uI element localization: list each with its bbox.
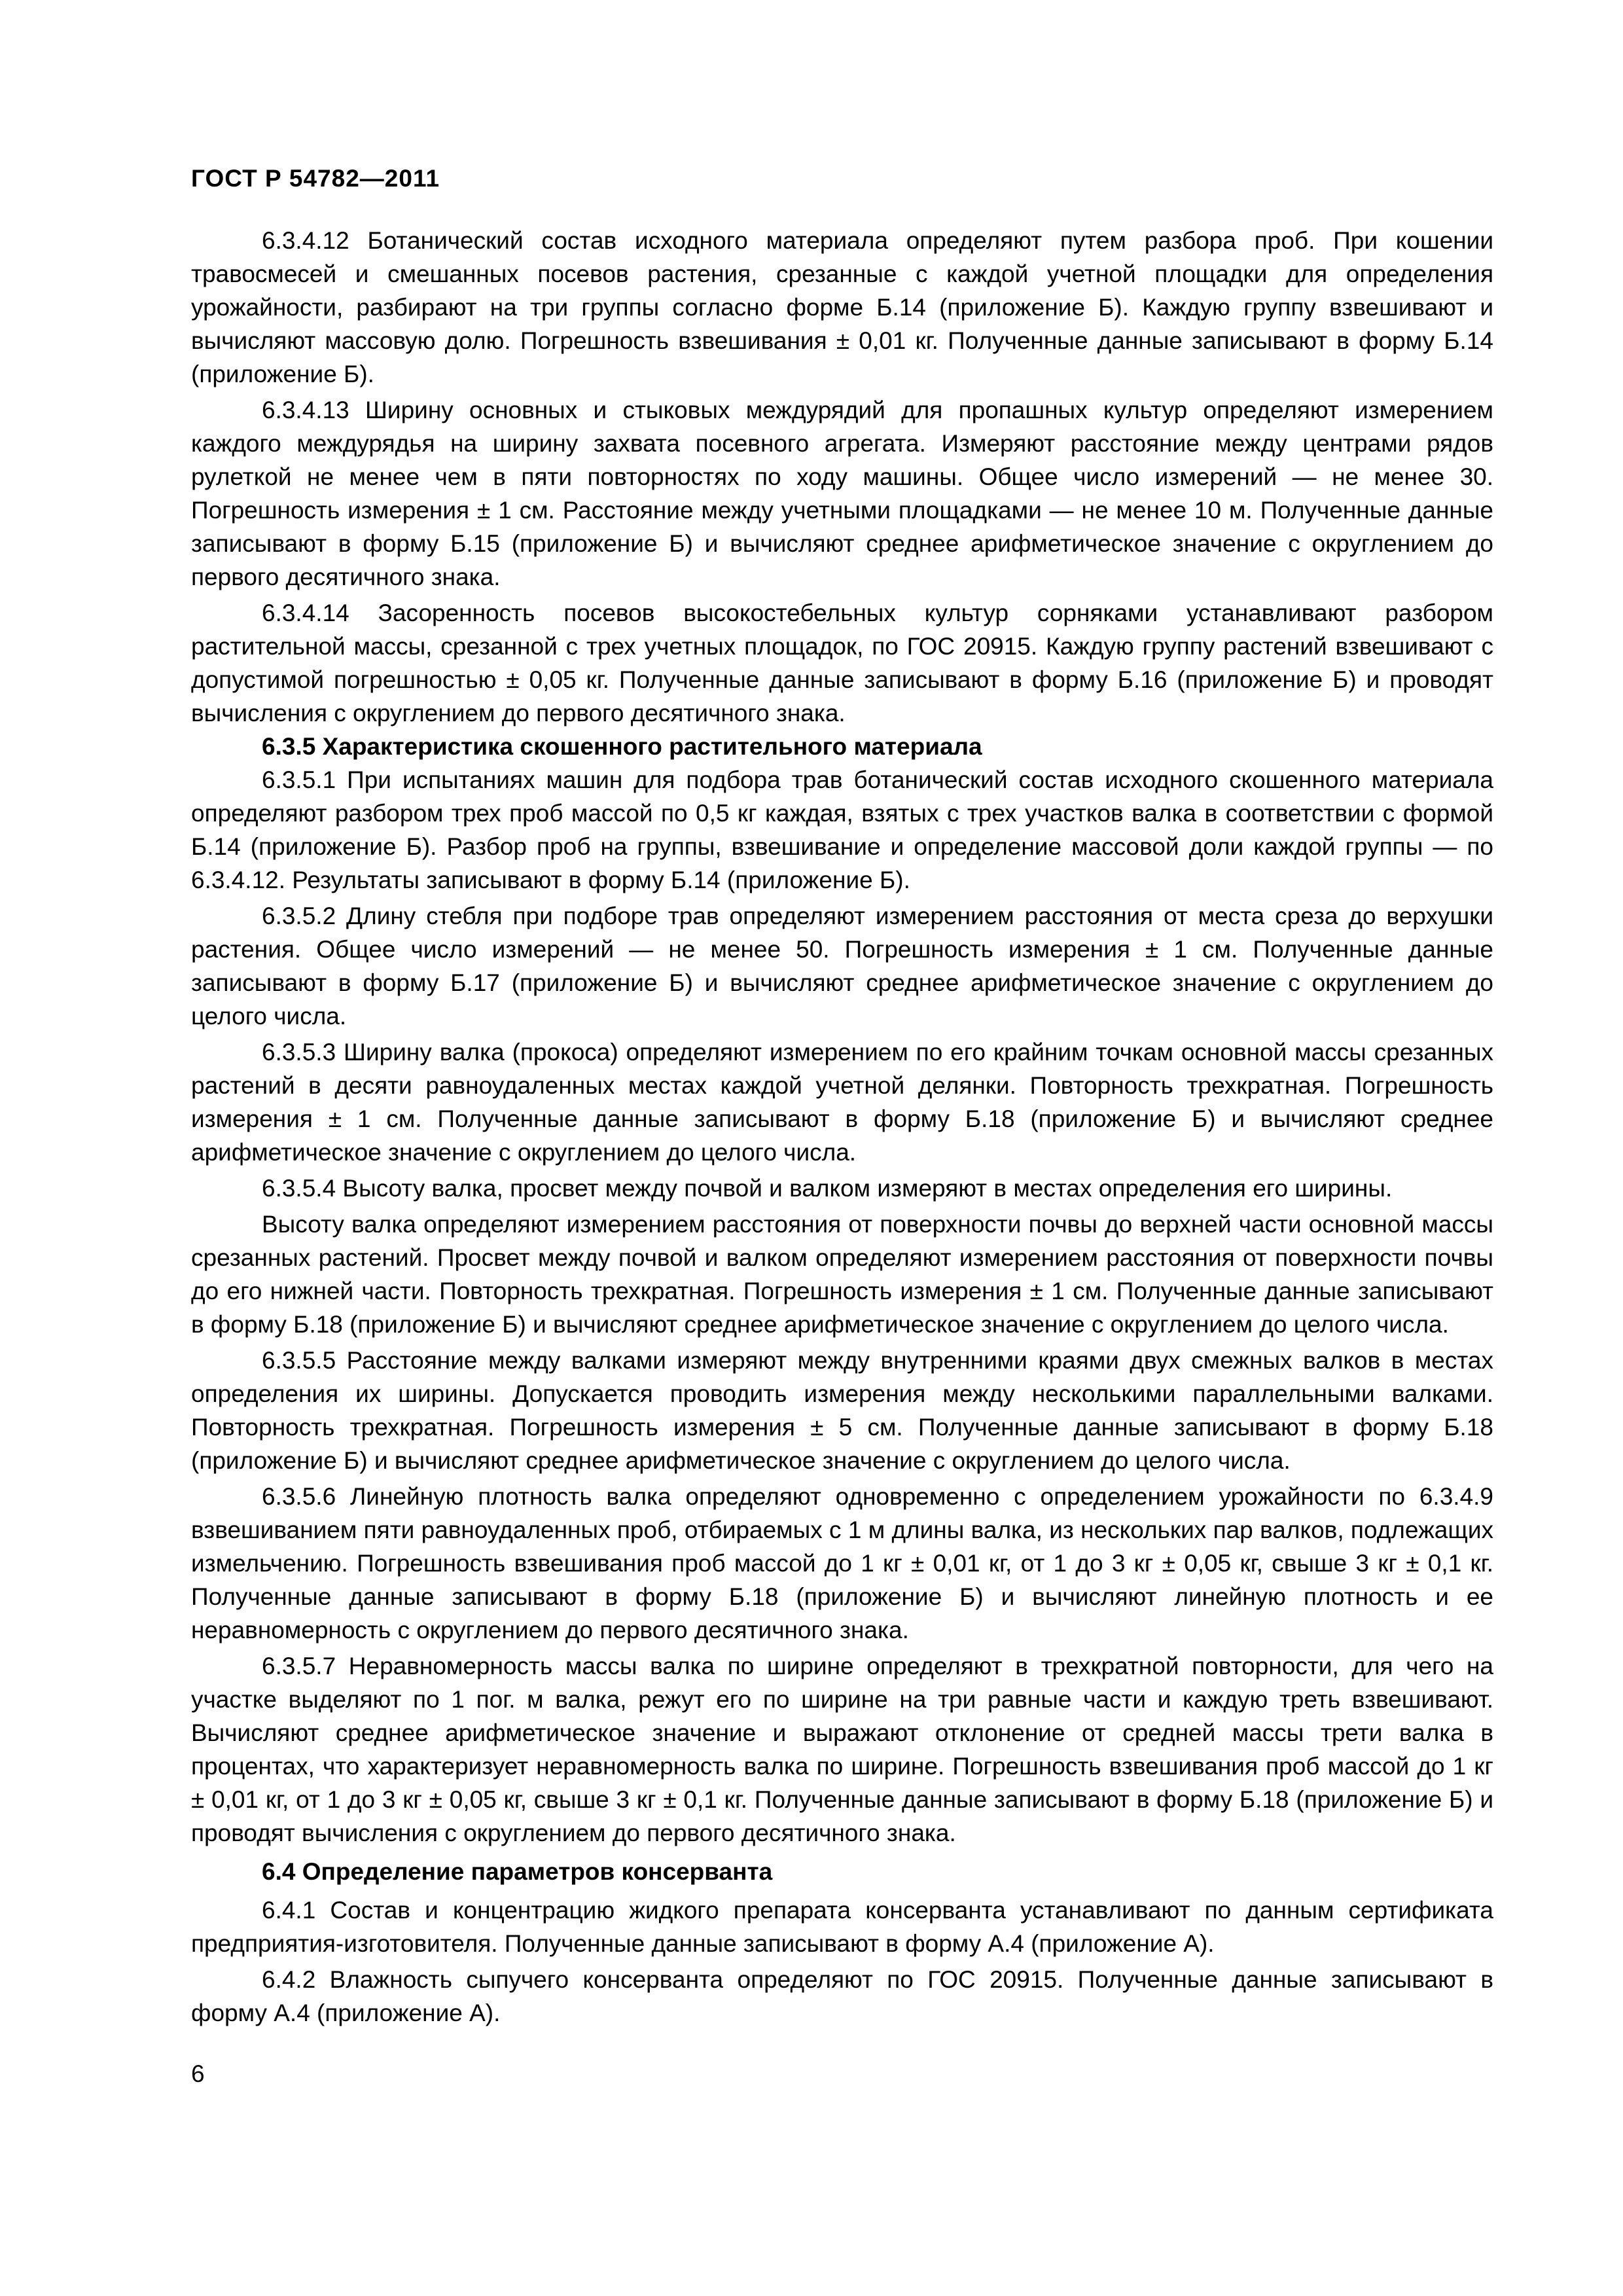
paragraph-6-3-5-7: 6.3.5.7 Неравномерность массы валка по ширине определяют в трехкратной повторности, для чего на участке выделяют по 1 пог. м валка, режут его по ширине на три равные части и каждую треть взвешивают. Вычисляют среднее арифметическое значение и выражают отклонение от средней массы трети валка в процентах, что характеризует неравномерность валка по ширине. Погрешность взвешивания проб массой до 1 кг ± 0,01 кг, от 1 до 3 кг ± 0,05 кг, свыше 3 кг ± 0,1 кг. Полученные данные записывают в форму Б.18 (приложение Б) и проводят вычисления с округлением до первого десятичного знака.: [191, 1653, 1493, 1846]
paragraph-6-3-4-13: 6.3.4.13 Ширину основных и стыковых междурядий для пропашных культур определяют измерением каждого междурядья на ширину захвата посевного агрегата. Измеряют расстояние между центрами рядов рулеткой не менее чем в пяти повторностях по ходу машины. Общее число измерений — не менее 30. Погрешность измерения ± 1 см. Расстояние между учетными площадками — не менее 10 м. Полученные данные записывают в форму Б.15 (приложение Б) и вычисляют среднее арифметическое значение с округлением до первого десятичного знака.: [191, 397, 1493, 590]
paragraph-6-3-5-3: 6.3.5.3 Ширину валка (прокоса) определяют измерением по его крайним точкам основной массы срезанных растений в десяти равноудаленных местах каждой учетной делянки. Повторность трехкратная. Погрешность измерения ± 1 см. Полученные данные записывают в форму Б.18 (приложение Б) и вычисляют среднее арифметическое значение с округлением до целого числа.: [191, 1039, 1493, 1166]
section-heading-6-3-5: 6.3.5 Характеристика скошенного растительного материала: [262, 733, 982, 760]
page-number: 6: [191, 2060, 205, 2087]
paragraph-6-3-5-4: 6.3.5.4 Высоту валка, просвет между почвой и валком измеряют в местах определения его ширины.: [262, 1175, 1393, 1202]
paragraph-6-3-5-1: 6.3.5.1 При испытаниях машин для подбора трав ботанический состав исходного скошенного материала определяют разбором трех проб массой по 0,5 кг каждая, взятых с трех участков валка в соответствии с формой Б.14 (приложение Б). Разбор проб на группы, взвешивание и определение массовой доли каждой группы — по 6.3.4.12. Результаты записывают в форму Б.14 (приложение Б).: [191, 766, 1493, 893]
paragraph-6-3-5-4-cont: Высоту валка определяют измерением расстояния от поверхности почвы до верхней части основной массы срезанных растений. Просвет между почвой и валком определяют измерением расстояния от поверхности почвы до его нижней части. Повторность трехкратная. Погрешность измерения ± 1 см. Полученные данные записывают в форму Б.18 (приложение Б) и вычисляют среднее арифметическое значение с округлением до целого числа.: [191, 1211, 1493, 1338]
section-heading-6-4: 6.4 Определение параметров консерванта: [262, 1858, 773, 1885]
paragraph-6-3-4-12: 6.3.4.12 Ботанический состав исходного материала определяют путем разбора проб. При кошении травосмесей и смешанных посевов растения, срезанные с каждой учетной площадки для определения урожайности, разбирают на три группы согласно форме Б.14 (приложение Б). Каждую группу взвешивают и вычисляют массовую долю. Погрешность взвешивания ± 0,01 кг. Полученные данные записывают в форму Б.14 (приложение Б).: [191, 227, 1493, 387]
paragraph-6-3-5-2: 6.3.5.2 Длину стебля при подборе трав определяют измерением расстояния от места среза до верхушки растения. Общее число измерений — не менее 50. Погрешность измерения ± 1 см. Полученные данные записывают в форму Б.17 (приложение Б) и вычисляют среднее арифметическое значение с округлением до целого числа.: [191, 903, 1493, 1030]
paragraph-6-3-5-6: 6.3.5.6 Линейную плотность валка определяют одновременно с определением урожайности по 6.3.4.9 взвешиванием пяти равноудаленных проб, отбираемых с 1 м длины валка, из нескольких пар валков, подлежащих измельчению. Погрешность взвешивания проб массой до 1 кг ± 0,01 кг, от 1 до 3 кг ± 0,05 кг, свыше 3 кг ± 0,1 кг. Полученные данные записывают в форму Б.18 (приложение Б) и вычисляют линейную плотность и ее неравномерность с округлением до первого десятичного знака.: [191, 1483, 1493, 1643]
paragraph-6-4-2: 6.4.2 Влажность сыпучего консерванта определяют по ГОС 20915. Полученные данные записывают в форму А.4 (приложение А).: [191, 1966, 1493, 2026]
paragraph-6-4-1: 6.4.1 Состав и концентрацию жидкого препарата консерванта устанавливают по данным сертификата предприятия-изготовителя. Полученные данные записывают в форму А.4 (приложение А).: [191, 1897, 1493, 1957]
paragraph-6-3-4-14: 6.3.4.14 Засоренность посевов высокостебельных культур сорняками устанавливают разбором растительной массы, срезанной с трех учетных площадок, по ГОС 20915. Каждую группу растений взвешивают с допустимой погрешностью ± 0,05 кг. Полученные данные записывают в форму Б.16 (приложение Б) и проводят вычисления с округлением до первого десятичного знака.: [191, 600, 1493, 726]
document-body: [191, 224, 1493, 2030]
paragraph-6-3-5-5: 6.3.5.5 Расстояние между валками измеряют между внутренними краями двух смежных валков в местах определения их ширины. Допускается проводить измерения между несколькими параллельными валками. Повторность трехкратная. Погрешность измерения ± 5 см. Полученные данные записывают в форму Б.18 (приложение Б) и вычисляют среднее арифметическое значение с округлением до целого числа.: [191, 1347, 1493, 1474]
document-header: ГОСТ Р 54782—2011: [191, 165, 440, 192]
